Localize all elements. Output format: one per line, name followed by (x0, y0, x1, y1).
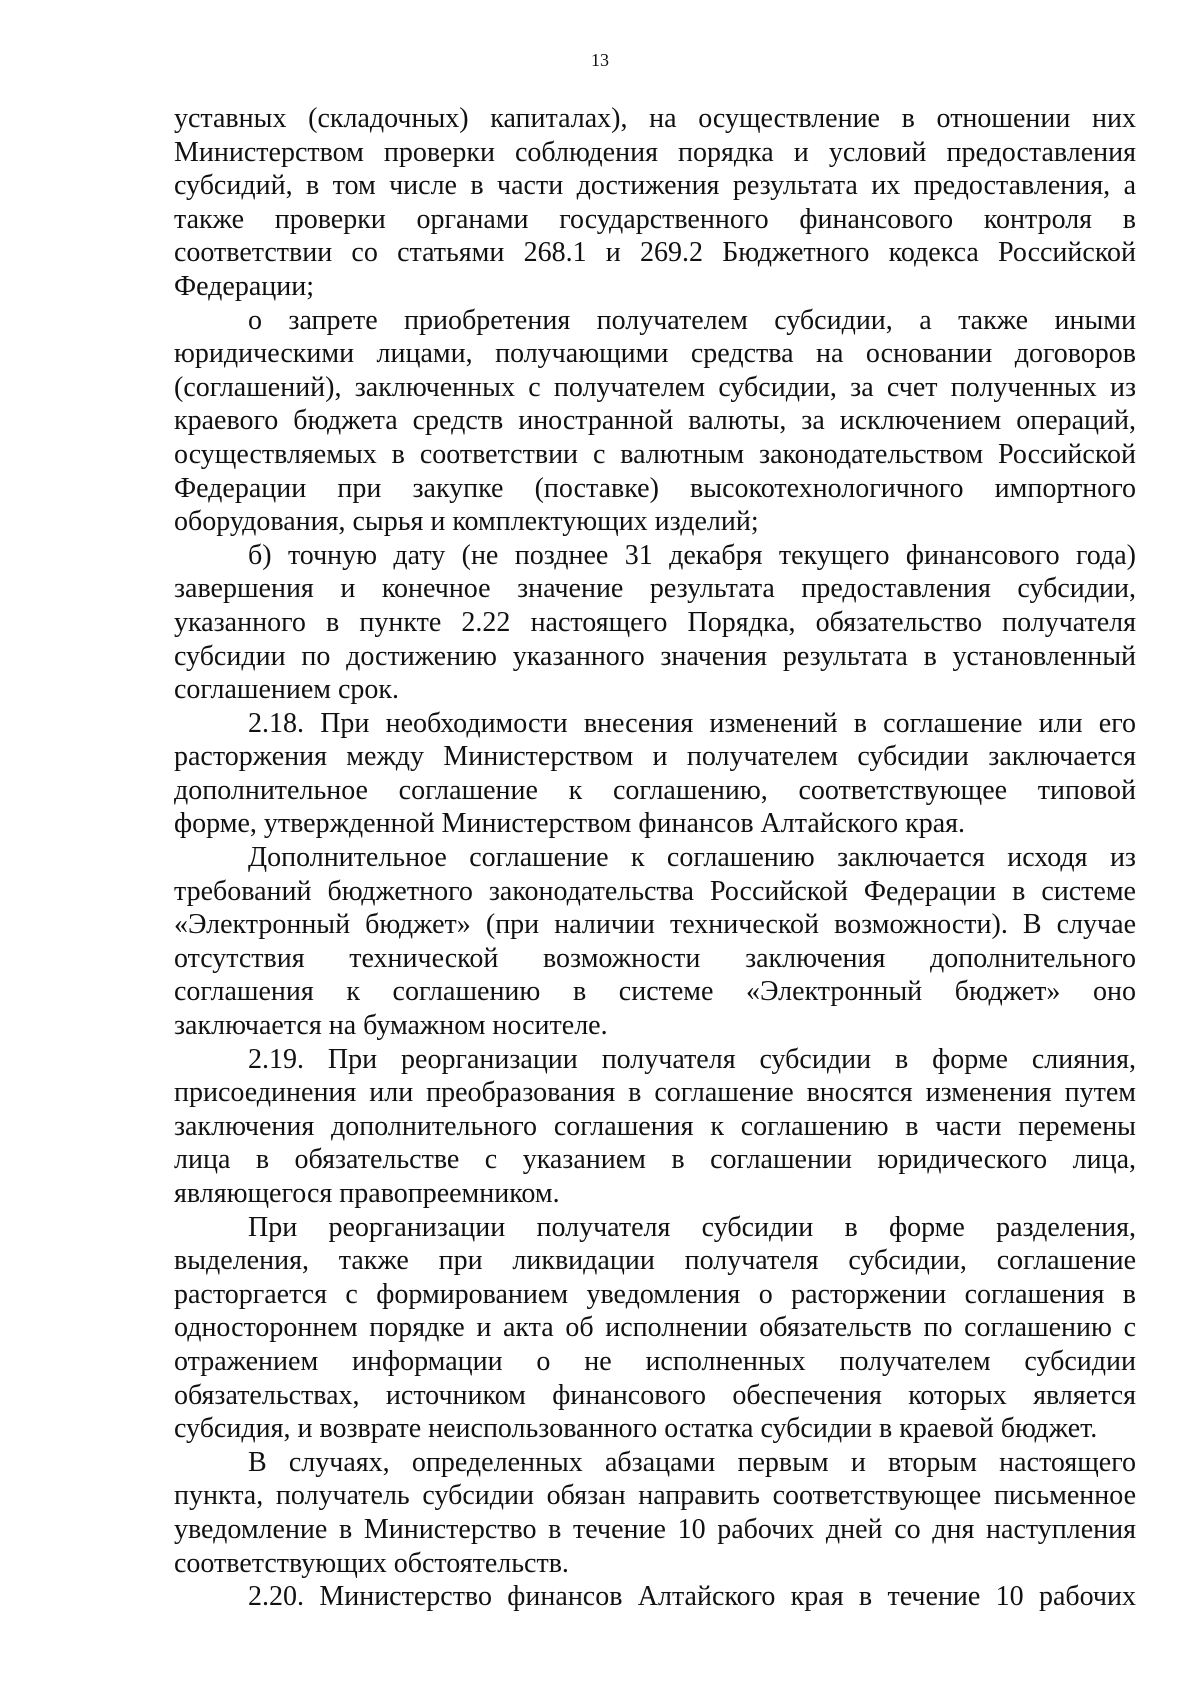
paragraph (174, 304, 1136, 539)
text-line: завершения и конечное значение результата предоставления субсидии, (174, 573, 1136, 605)
text-line: юридическими лицами, получающими средства на основании договоров (174, 338, 1136, 370)
text-line: требований бюджетного законодательства Российской Федерации в системе (174, 875, 1136, 907)
text-line: выделения, также при ликвидации получателя субсидии, соглашение (174, 1245, 1136, 1277)
paragraph (174, 841, 1136, 1043)
text-line: соглашением срок. (174, 674, 400, 706)
text-line: В случаях, определенных абзацами первым и вторым настоящего (248, 1446, 1136, 1478)
text-line: 2.18. При необходимости внесения изменений в соглашение или его (248, 707, 1136, 739)
page-number: 13 (591, 50, 609, 70)
text-line: соответствии со статьями 268.1 и 269.2 Бюджетного кодекса Российской (174, 237, 1136, 269)
text-line: Дополнительное соглашение к соглашению заключается исходя из (248, 842, 1136, 874)
text-line: отражением информации о не исполненных получателем субсидии (174, 1345, 1136, 1377)
text-line: пункта, получатель субсидии обязан направить соответствующее письменное (174, 1480, 1136, 1512)
text-line: (соглашений), заключенных с получателем субсидии, за счет полученных из (174, 371, 1136, 403)
text-line: дополнительное соглашение к соглашению, соответствующее типовой (174, 774, 1136, 806)
text-line: субсидий, в том числе в части достижения результата их предоставления, а (174, 170, 1136, 202)
text-line: оборудования, сырья и комплектующих изделий; (174, 506, 759, 538)
text-line: Федерации при закупке (поставке) высокотехнологичного импортного (174, 472, 1136, 504)
text-line: субсидии по достижению указанного значения результата в установленный (174, 640, 1136, 672)
text-line: Министерством проверки соблюдения порядка и условий предоставления (174, 136, 1136, 168)
text-line: осуществляемых в соответствии с валютным законодательством Российской (174, 438, 1136, 470)
text-line: При реорганизации получателя субсидии в форме разделения, (248, 1211, 1136, 1243)
text-line: являющегося правопреемником. (174, 1178, 560, 1209)
text-line: расторгается с формированием уведомления о расторжении соглашения в (174, 1278, 1136, 1310)
text-line: лица в обязательстве с указанием в соглашении юридического лица, (174, 1144, 1136, 1176)
text-line: соглашения к соглашению в системе «Электронный бюджет» оно (174, 976, 1136, 1008)
text-line: указанного в пункте 2.22 настоящего Порядка, обязательство получателя (174, 606, 1136, 638)
text-line: уставных (складочных) капиталах), на осуществление в отношении них (174, 103, 1136, 134)
paragraph (174, 1211, 1136, 1446)
text-line: отсутствия технической возможности заключения дополнительного (174, 942, 1136, 974)
text-line: соответствующих обстоятельств. (174, 1547, 569, 1579)
text-line: о запрете приобретения получателем субсидии, а также иными (248, 304, 1136, 336)
text-line: присоединения или преобразования в соглашение вносятся изменения путем (174, 1077, 1136, 1109)
paragraph (174, 102, 1136, 304)
text-line: форме, утвержденной Министерством финансов Алтайского края. (174, 808, 966, 840)
paragraph (174, 1043, 1136, 1211)
text-line: одностороннем порядке и акта об исполнении обязательств по соглашению с (174, 1312, 1136, 1344)
document-body (174, 102, 1136, 1614)
text-line: субсидия, и возврате неиспользованного остатка субсидии в краевой бюджет. (174, 1413, 1098, 1445)
text-line: заключения дополнительного соглашения к соглашению в части перемены (174, 1110, 1136, 1142)
text-line: обязательствах, источником финансового обеспечения которых является (174, 1379, 1136, 1411)
text-line: уведомление в Министерство в течение 10 рабочих дней со дня наступления (174, 1513, 1136, 1545)
paragraph (174, 1580, 1136, 1614)
text-line: 2.19. При реорганизации получателя субсидии в форме слияния, (248, 1043, 1136, 1075)
text-line: расторжения между Министерством и получателем субсидии заключается (174, 741, 1136, 773)
text-line: краевого бюджета средств иностранной валюты, за исключением операций, (174, 405, 1136, 437)
paragraph (174, 707, 1136, 841)
text-line: б) точную дату (не позднее 31 декабря текущего финансового года) (248, 539, 1136, 571)
text-line: Федерации; (174, 270, 315, 302)
text-line: также проверки органами государственного финансового контроля в (174, 203, 1136, 235)
text-line: 2.20. Министерство финансов Алтайского края в течение 10 рабочих (248, 1581, 1136, 1613)
text-line: «Электронный бюджет» (при наличии технической возможности). В случае (174, 909, 1136, 941)
text-line: заключается на бумажном носителе. (174, 1010, 608, 1042)
paragraph (174, 1446, 1136, 1580)
paragraph (174, 539, 1136, 707)
